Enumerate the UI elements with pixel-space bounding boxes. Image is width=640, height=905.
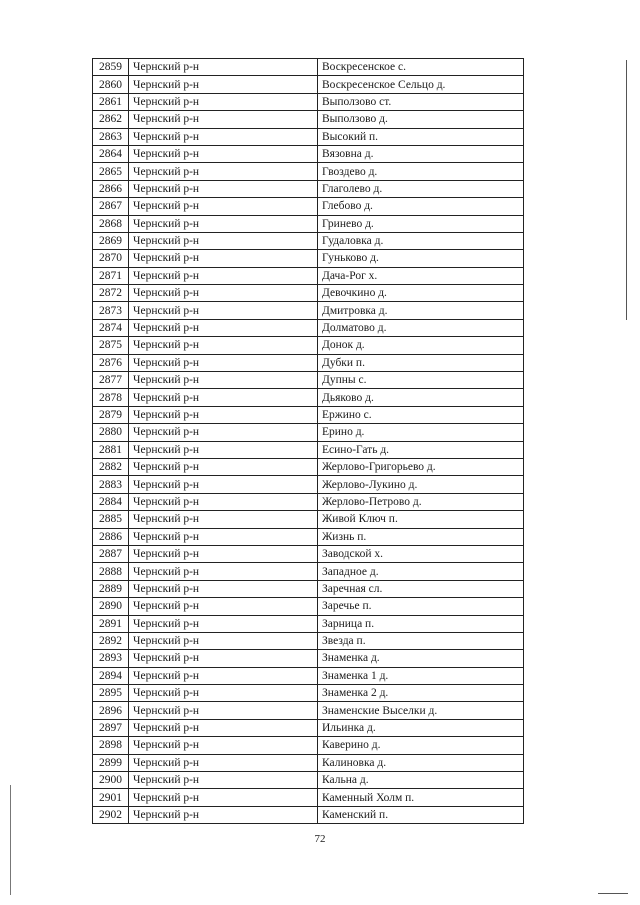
- district-cell: Чернский р-н: [129, 302, 318, 319]
- row-number: 2887: [93, 545, 129, 562]
- table-row: [93, 267, 524, 284]
- district-cell: Чернский р-н: [129, 632, 318, 649]
- settlement-cell: Есино-Гать д.: [318, 441, 524, 458]
- table-row: [93, 406, 524, 423]
- row-number: 2867: [93, 198, 129, 215]
- settlement-cell: Ержино с.: [318, 406, 524, 423]
- district-cell: Чернский р-н: [129, 702, 318, 719]
- row-number: 2894: [93, 667, 129, 684]
- district-cell: Чернский р-н: [129, 615, 318, 632]
- table-row: [93, 632, 524, 649]
- table-row: [93, 128, 524, 145]
- table-row: [93, 372, 524, 389]
- table-row: [93, 806, 524, 823]
- row-number: 2892: [93, 632, 129, 649]
- settlement-cell: Каменный Холм п.: [318, 789, 524, 806]
- row-number: 2873: [93, 302, 129, 319]
- district-cell: Чернский р-н: [129, 406, 318, 423]
- district-cell: Чернский р-н: [129, 458, 318, 475]
- row-number: 2882: [93, 458, 129, 475]
- settlement-cell: Дубки п.: [318, 354, 524, 371]
- table-row: [93, 250, 524, 267]
- district-cell: Чернский р-н: [129, 372, 318, 389]
- table-row: [93, 702, 524, 719]
- table-row: [93, 458, 524, 475]
- settlement-cell: Жерлово-Григорьево д.: [318, 458, 524, 475]
- table-row: [93, 302, 524, 319]
- row-number: 2889: [93, 580, 129, 597]
- district-cell: Чернский р-н: [129, 389, 318, 406]
- row-number: 2876: [93, 354, 129, 371]
- settlements-table: [92, 58, 524, 824]
- row-number: 2864: [93, 145, 129, 162]
- table-row: [93, 76, 524, 93]
- row-number: 2885: [93, 511, 129, 528]
- row-number: 2888: [93, 563, 129, 580]
- district-cell: Чернский р-н: [129, 737, 318, 754]
- row-number: 2872: [93, 285, 129, 302]
- row-number: 2863: [93, 128, 129, 145]
- district-cell: Чернский р-н: [129, 337, 318, 354]
- table-row: [93, 319, 524, 336]
- row-number: 2868: [93, 215, 129, 232]
- row-number: 2902: [93, 806, 129, 823]
- row-number: 2871: [93, 267, 129, 284]
- row-number: 2869: [93, 232, 129, 249]
- district-cell: Чернский р-н: [129, 476, 318, 493]
- row-number: 2893: [93, 650, 129, 667]
- district-cell: Чернский р-н: [129, 93, 318, 110]
- settlement-cell: Вязовна д.: [318, 145, 524, 162]
- settlement-cell: Глебово д.: [318, 198, 524, 215]
- table-row: [93, 511, 524, 528]
- table-row: [93, 650, 524, 667]
- district-cell: Чернский р-н: [129, 545, 318, 562]
- table-row: [93, 563, 524, 580]
- table-row: [93, 285, 524, 302]
- table-row: [93, 163, 524, 180]
- settlement-cell: Живой Ключ п.: [318, 511, 524, 528]
- table-row: [93, 754, 524, 771]
- district-cell: Чернский р-н: [129, 128, 318, 145]
- settlement-cell: Дача-Рог х.: [318, 267, 524, 284]
- table-row: [93, 685, 524, 702]
- district-cell: Чернский р-н: [129, 319, 318, 336]
- table-row: [93, 145, 524, 162]
- district-cell: Чернский р-н: [129, 180, 318, 197]
- table-row: [93, 719, 524, 736]
- settlement-cell: Ильинка д.: [318, 719, 524, 736]
- settlement-cell: Западное д.: [318, 563, 524, 580]
- table-row: [93, 93, 524, 110]
- table-row: [93, 59, 524, 76]
- settlement-cell: Жизнь п.: [318, 528, 524, 545]
- district-cell: Чернский р-н: [129, 198, 318, 215]
- table-row: [93, 232, 524, 249]
- settlement-cell: Знаменка д.: [318, 650, 524, 667]
- row-number: 2898: [93, 737, 129, 754]
- district-cell: Чернский р-н: [129, 76, 318, 93]
- row-number: 2899: [93, 754, 129, 771]
- district-cell: Чернский р-н: [129, 754, 318, 771]
- settlement-cell: Гринево д.: [318, 215, 524, 232]
- settlement-cell: Воскресенское Сельцо д.: [318, 76, 524, 93]
- table-row: [93, 598, 524, 615]
- table-row: [93, 737, 524, 754]
- table-row: [93, 198, 524, 215]
- table-row: [93, 580, 524, 597]
- district-cell: Чернский р-н: [129, 59, 318, 76]
- district-cell: Чернский р-н: [129, 772, 318, 789]
- settlement-cell: Глаголево д.: [318, 180, 524, 197]
- district-cell: Чернский р-н: [129, 650, 318, 667]
- row-number: 2895: [93, 685, 129, 702]
- district-cell: Чернский р-н: [129, 285, 318, 302]
- table-row: [93, 424, 524, 441]
- table-row: [93, 441, 524, 458]
- table-row: [93, 389, 524, 406]
- row-number: 2866: [93, 180, 129, 197]
- row-number: 2886: [93, 528, 129, 545]
- table-row: [93, 354, 524, 371]
- district-cell: Чернский р-н: [129, 145, 318, 162]
- table-row: [93, 493, 524, 510]
- settlement-cell: Высокий п.: [318, 128, 524, 145]
- row-number: 2861: [93, 93, 129, 110]
- scan-edge-line: [626, 60, 627, 320]
- row-number: 2877: [93, 372, 129, 389]
- district-cell: Чернский р-н: [129, 424, 318, 441]
- row-number: 2897: [93, 719, 129, 736]
- row-number: 2880: [93, 424, 129, 441]
- district-cell: Чернский р-н: [129, 598, 318, 615]
- settlement-cell: Гвоздево д.: [318, 163, 524, 180]
- page-number: 72: [314, 833, 326, 845]
- table-row: [93, 615, 524, 632]
- row-number: 2896: [93, 702, 129, 719]
- settlement-cell: Жерлово-Петрово д.: [318, 493, 524, 510]
- settlement-cell: Заречная сл.: [318, 580, 524, 597]
- settlement-cell: Знаменские Выселки д.: [318, 702, 524, 719]
- district-cell: Чернский р-н: [129, 111, 318, 128]
- settlement-cell: Звезда п.: [318, 632, 524, 649]
- row-number: 2870: [93, 250, 129, 267]
- district-cell: Чернский р-н: [129, 215, 318, 232]
- settlement-cell: Знаменка 2 д.: [318, 685, 524, 702]
- row-number: 2878: [93, 389, 129, 406]
- district-cell: Чернский р-н: [129, 232, 318, 249]
- district-cell: Чернский р-н: [129, 789, 318, 806]
- settlement-cell: Выползово ст.: [318, 93, 524, 110]
- district-cell: Чернский р-н: [129, 441, 318, 458]
- settlement-cell: Воскресенское с.: [318, 59, 524, 76]
- row-number: 2901: [93, 789, 129, 806]
- row-number: 2862: [93, 111, 129, 128]
- district-cell: Чернский р-н: [129, 250, 318, 267]
- settlement-cell: Гудаловка д.: [318, 232, 524, 249]
- row-number: 2883: [93, 476, 129, 493]
- district-cell: Чернский р-н: [129, 163, 318, 180]
- district-cell: Чернский р-н: [129, 354, 318, 371]
- settlement-cell: Знаменка 1 д.: [318, 667, 524, 684]
- table-row: [93, 476, 524, 493]
- table-row: [93, 667, 524, 684]
- district-cell: Чернский р-н: [129, 667, 318, 684]
- district-cell: Чернский р-н: [129, 528, 318, 545]
- settlement-cell: Донок д.: [318, 337, 524, 354]
- row-number: 2860: [93, 76, 129, 93]
- district-cell: Чернский р-н: [129, 806, 318, 823]
- settlement-cell: Дмитровка д.: [318, 302, 524, 319]
- row-number: 2900: [93, 772, 129, 789]
- settlement-cell: Каменский п.: [318, 806, 524, 823]
- settlement-cell: Ерино д.: [318, 424, 524, 441]
- row-number: 2891: [93, 615, 129, 632]
- table-row: [93, 772, 524, 789]
- table-row: [93, 545, 524, 562]
- district-cell: Чернский р-н: [129, 719, 318, 736]
- settlement-cell: Дупны с.: [318, 372, 524, 389]
- row-number: 2879: [93, 406, 129, 423]
- settlement-cell: Заречье п.: [318, 598, 524, 615]
- settlement-cell: Выползово д.: [318, 111, 524, 128]
- table-body: [93, 59, 524, 824]
- settlement-cell: Кальна д.: [318, 772, 524, 789]
- row-number: 2874: [93, 319, 129, 336]
- district-cell: Чернский р-н: [129, 580, 318, 597]
- scan-edge-line: [598, 893, 628, 894]
- district-cell: Чернский р-н: [129, 511, 318, 528]
- row-number: 2890: [93, 598, 129, 615]
- settlement-cell: Долматово д.: [318, 319, 524, 336]
- row-number: 2859: [93, 59, 129, 76]
- row-number: 2884: [93, 493, 129, 510]
- table-row: [93, 528, 524, 545]
- table-row: [93, 215, 524, 232]
- settlement-cell: Зарница п.: [318, 615, 524, 632]
- settlement-cell: Жерлово-Лукино д.: [318, 476, 524, 493]
- settlement-cell: Девочкино д.: [318, 285, 524, 302]
- row-number: 2875: [93, 337, 129, 354]
- settlement-cell: Заводской х.: [318, 545, 524, 562]
- district-cell: Чернский р-н: [129, 685, 318, 702]
- table-row: [93, 337, 524, 354]
- table-row: [93, 789, 524, 806]
- table-row: [93, 180, 524, 197]
- district-cell: Чернский р-н: [129, 493, 318, 510]
- district-cell: Чернский р-н: [129, 563, 318, 580]
- settlement-cell: Каверино д.: [318, 737, 524, 754]
- district-cell: Чернский р-н: [129, 267, 318, 284]
- table-row: [93, 111, 524, 128]
- settlement-cell: Гуньково д.: [318, 250, 524, 267]
- settlement-cell: Калиновка д.: [318, 754, 524, 771]
- settlement-cell: Дьяково д.: [318, 389, 524, 406]
- row-number: 2881: [93, 441, 129, 458]
- row-number: 2865: [93, 163, 129, 180]
